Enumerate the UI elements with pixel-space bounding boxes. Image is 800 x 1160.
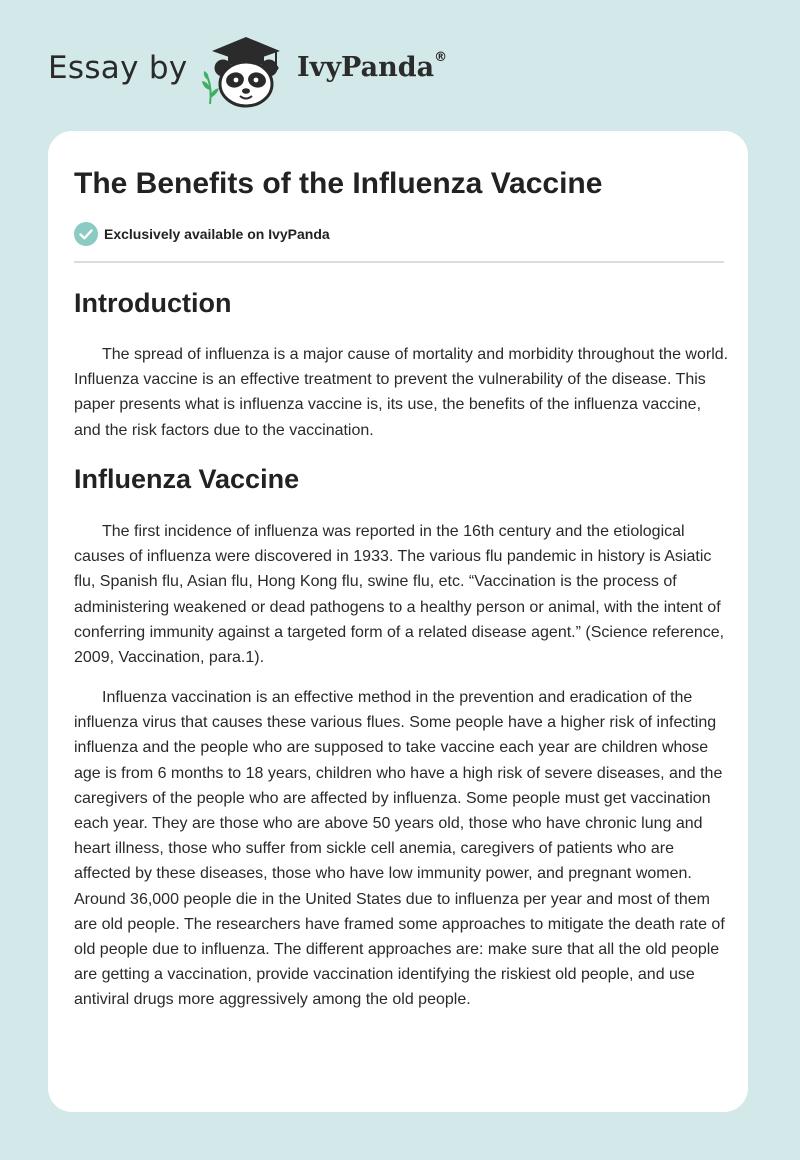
title-divider [74,261,724,263]
brand-name: IvyPanda [297,52,435,83]
exclusive-badge [74,222,330,246]
paragraph-influenza-vaccine-1: The first incidence of influenza was reported in the 16th century and the etiological causes of influenza were discovered in 1933. The various flu pandemic in history is Asiatic flu, Spanish flu, Asian flu, Hong Kong flu, swine flu, etc. “Vaccination is the process of administering weakened or dead pathogens to a healthy person or animal, with the intent of conferring immunity against a targeted form of a related disease agent.” (Science reference, 2009, Vaccination, para.1). [74,523,725,667]
ivypanda-wordmark[interactable] [297,52,447,83]
essay-by-label: Essay by [48,50,188,86]
article-card [48,131,748,1112]
section-heading-influenza-vaccine: Influenza Vaccine [74,464,300,494]
section-heading-introduction: Introduction [74,288,232,318]
paragraph-influenza-vaccine-2: Influenza vaccination is an effective method in the prevention and eradication of the influenza virus that causes these various flues. Some people have a higher risk of infecting influenza and the people who are supposed to take vaccine each year are children whose age is from 6 months to 18 years, children who have a high risk of severe diseases, and the caregivers of the people who are affected by influenza. Some people must get vaccination each year. They are those who are above 50 years old, those who have chronic lung and heart illness, those who suffer from sickle cell anemia, caregivers of patients who are affected by these diseases, those who have low immunity power, and pregnant women. Around 36,000 people die in the United States due to influenza per year and most of them are old people. The researchers have framed some approaches to mitigate the death rate of old people due to influenza. The different approaches are: make sure that all the old people are getting a vaccination, provide vaccination identifying the riskiest old people, and use antiviral drugs more aggressively among the old people. [74,689,725,1009]
site-header [0,0,800,125]
check-circle-icon [74,222,98,246]
paragraph-introduction-1: The spread of influenza is a major cause of mortality and morbidity throughout the world. Influenza vaccine is an effective treatment to prevent the vulnerability of the disease. This paper presents what is influenza vaccine is, its use, the benefits of the influenza vaccine, and the risk factors due to the vaccination. [74,346,729,439]
registered-mark: ® [434,50,448,65]
article-title: The Benefits of the Influenza Vaccine [74,167,603,200]
exclusive-badge-text: Exclusively available on IvyPanda [104,226,330,242]
ivypanda-panda-logo-icon[interactable] [200,34,292,110]
